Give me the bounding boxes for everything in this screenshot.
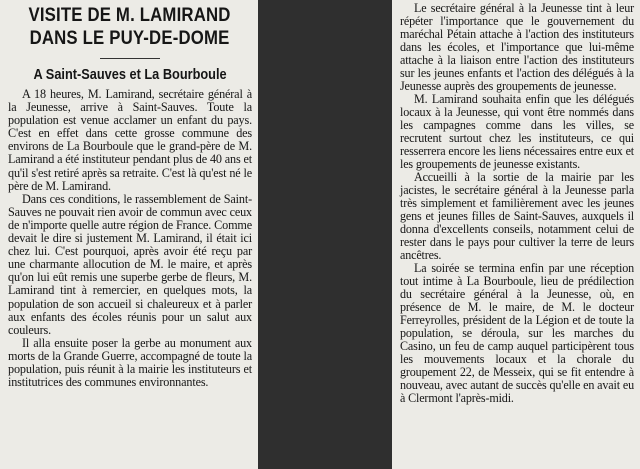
left-paragraph-3: Il alla ensuite poser la gerbe au monument aux morts de la Grande Guerre, accompagné de toute la population, puis réunit à la mairie les instituteurs et institutrices des communes environnantes.	[8, 335, 252, 390]
article-subheadline: A Saint-Sauves et La Bourboule	[33, 67, 227, 83]
article-headline: VISITE DE M. LAMIRAND DANS LE PUY-DE-DOME	[28, 4, 232, 49]
left-paragraph-2: Dans ces conditions, le rassemblement de Saint-Sauves ne pouvait rien avoir de commun avec ceux de n'importe quelle autre région de France. Comme devait le dire si justement M. Lamirand, il était ici chez lui. C'est pourquoi, après avoir été reçu par une charmante allocution de M. le maire, et après qu'on lui eût remis une superbe gerbe de fleurs, M. Lamirand tint à remercier, en quelques mots, la population de son accueil si chaleureux et à parler aux enfants des écoles réunis pour un salut aux couleurs.	[8, 191, 252, 337]
right-paragraph-4: La soirée se termina enfin par une réception tout intime à La Bourboule, lieu de prédilection du secrétaire général à la Jeunesse, où, en présence de M. le maire, de M. le docteur Ferreyrolles, président de la Légion et de toute la population, se déroula, sur les marches du Casino, un feu de camp auquel participèrent tous les mouvements locaux et la chorale du groupement 22, de Messeix, qui se fit entendre à nouveau, avec autant de succès qu'elle en avait eu à Clermont l'après-midi.	[400, 261, 634, 405]
right-paragraph-1: Le secrétaire général à la Jeunesse tint à leur répéter l'importance que le gouvernement du maréchal Pétain attache à l'action des instituteurs dans les écoles, et l'importance que lui-même attache à la liaison entre l'action des instituteurs sur les jeunes enfants et l'action des délégués à la Jeunesse auprès des groupements de jeunesse.	[400, 1, 634, 93]
article-column-right	[392, 0, 640, 469]
right-paragraph-3: Accueilli à la sortie de la mairie par les jacistes, le secrétaire général à la Jeunesse parla très simplement et familièrement avec les jeunes gens et jeunes filles de Saint-Sauves, auxquels il donna d'excellents conseils, notamment celui de rester dans le pays pour cultiver la terre de leurs ancêtres.	[400, 170, 634, 262]
headline-divider	[100, 58, 160, 59]
dark-gutter	[258, 0, 392, 469]
left-paragraph-1: A 18 heures, M. Lamirand, secrétaire général à la Jeunesse, arrive à Saint-Sauves. Toute la population est venue acclamer un enfant du pays. C'est en effet dans cette grosse commune des environs de La Bourboule que le grand-père de M. Lamirand a été instituteur pendant plus de 40 ans et qu'il s'est retiré après sa retraite. C'est là qu'est né le père de M. Lamirand.	[8, 87, 252, 193]
right-paragraph-2: M. Lamirand souhaita enfin que les délégués locaux à la Jeunesse, qui vont être nommés dans les campagnes comme dans les villes, se recrutent surtout chez les instituteurs, ce qui resserrera encore les liens nécessaires entre eux et les groupements de jeunesse existants.	[400, 92, 634, 171]
article-column-left	[0, 0, 258, 469]
